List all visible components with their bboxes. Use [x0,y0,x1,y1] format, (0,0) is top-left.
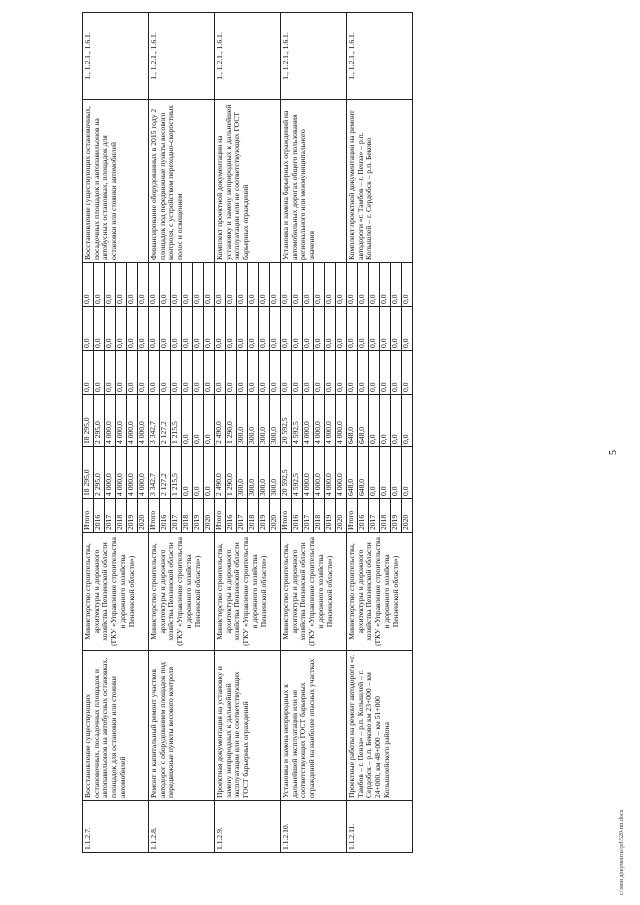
funding-value-cell: 0,0 [204,351,215,395]
funding-value-cell: 0,0 [226,351,237,395]
expected-result: Восстановление существующих остановочных, посадочных площадок и автопавильонов на автобусных остановках, площадок для остановки или стоянки автомобилей [83,100,149,263]
funding-value-cell: 0,0 [105,263,116,307]
funding-value-cell: 0,0 [314,263,325,307]
year-cell: 2020 [270,499,281,533]
funding-value-cell: 0,0 [347,307,358,351]
funding-value-cell: 0,0 [215,351,226,395]
funding-value-cell: 0,0 [292,351,303,395]
funding-value-cell: 0,0 [259,307,270,351]
funding-value-cell: 0,0 [248,351,259,395]
funding-value-cell: 0,0 [215,307,226,351]
funding-value-cell: 0,0 [336,351,347,395]
year-cell: Итого [83,499,94,533]
file-path-footer: c:\мои документы\pd\520-пп.docx [619,809,625,895]
year-cell: Итого [347,499,358,533]
funding-value-cell: 0,0 [391,351,402,395]
funding-value-cell: 0,0 [94,351,105,395]
funding-value-cell: 0,0 [138,307,149,351]
funding-value-cell: 300,0 [248,395,259,447]
year-cell: 2017 [171,499,182,533]
table-row [83,13,94,853]
funding-value-cell: 0,0 [138,351,149,395]
year-cell: 2016 [94,499,105,533]
funding-value-cell: 0,0 [402,395,413,447]
funding-value-cell: 0,0 [380,351,391,395]
funding-value-cell: 0,0 [248,307,259,351]
funding-value-cell: 0,0 [193,307,204,351]
year-cell: 2017 [303,499,314,533]
expected-result: Комплект проектной документации на установку и замену неприродных к дальнейшей эксплуатации или не соответствующих ГОСТ барьерных ограждений [215,100,281,263]
funding-value-cell: 648,0 [347,395,358,447]
funding-value-cell: 0,0 [237,351,248,395]
funding-value-cell: 0,0 [248,263,259,307]
funding-value-cell: 0,0 [116,263,127,307]
indicator-reference: 1., 1.2.1., 1.6.1. [215,13,281,100]
funding-value-cell: 1 215,5 [171,395,182,447]
funding-value-cell: 2 295,0 [94,395,105,447]
funding-value-cell: 0,0 [325,351,336,395]
funding-value-cell: 0,0 [127,263,138,307]
funding-value-cell: 0,0 [160,263,171,307]
measure-executor: Министерство строительства, архитектуры и дорожного хозяйства Пензенской области (ГКУ «Управление строительства и дорожного хозяйства Пензенской области») [83,533,149,651]
funding-value-cell: 4 592,5 [292,447,303,499]
funding-value-cell: 0,0 [105,307,116,351]
funding-value-cell: 0,0 [281,351,292,395]
expected-result: Установка и замена барьерных ограждений на автомобильных дорогах общего пользования регионального или межмуниципального значения [281,100,347,263]
funding-value-cell: 0,0 [193,447,204,499]
indicator-reference: 1., 1.2.1., 1.6.1. [83,13,149,100]
funding-value-cell: 0,0 [182,447,193,499]
measure-name: Проектные работы на ремонт автодороги «г. Тамбов – г. Пенза» – р.п. Колышлей – г. Сердобск – р.п. Беково км 23+000 – км 24+000, км 48+000 – км 51+000 Колышлейского района [347,651,413,801]
funding-value-cell: 4 000,0 [314,447,325,499]
year-cell: 2017 [105,499,116,533]
funding-value-cell: 4 000,0 [105,447,116,499]
funding-value-cell: 0,0 [138,263,149,307]
funding-value-cell: 0,0 [380,447,391,499]
funding-value-cell: 0,0 [94,307,105,351]
funding-value-cell: 4 000,0 [336,447,347,499]
year-cell: 2019 [325,499,336,533]
funding-value-cell: 300,0 [237,395,248,447]
funding-value-cell: 0,0 [369,395,380,447]
funding-value-cell: 0,0 [105,351,116,395]
funding-value-cell: 0,0 [270,351,281,395]
indicator-reference: 1., 1.2.1., 1.6.1. [149,13,215,100]
funding-value-cell: 4 000,0 [105,395,116,447]
measure-name: Ремонт и капитальный ремонт участков автодорог с оборудованием площадок под передвижные пункты весового контроля [149,651,215,801]
funding-value-cell: 0,0 [380,395,391,447]
year-cell: 2017 [369,499,380,533]
funding-value-cell: 0,0 [160,307,171,351]
funding-value-cell: 0,0 [402,351,413,395]
year-cell: 2018 [248,499,259,533]
funding-value-cell: 0,0 [237,263,248,307]
funding-value-cell: 0,0 [171,263,182,307]
indicator-reference: 1., 1.2.1., 1.6.1. [347,13,413,100]
funding-value-cell: 0,0 [303,307,314,351]
funding-value-cell: 0,0 [402,447,413,499]
funding-value-cell: 4 000,0 [127,395,138,447]
year-cell: Итого [215,499,226,533]
funding-value-cell: 0,0 [270,307,281,351]
year-cell: 2018 [182,499,193,533]
funding-value-cell: 300,0 [270,447,281,499]
funding-value-cell: 0,0 [281,307,292,351]
funding-value-cell: 648,0 [347,447,358,499]
funding-value-cell: 1 290,0 [226,447,237,499]
expected-result: Финансирование оборудованных в 2015 году 2 площадок под передвижные пункты весового контроля, с устройством переходно-скоростных полос и освещением [149,100,215,263]
measure-name: Восстановление существующих остановочных, посадочных площадок и автопавильонов на автобусных остановках, площадок для остановки или стоянки автомобилей [83,651,149,801]
funding-value-cell: 1 290,0 [226,395,237,447]
year-cell: 2020 [204,499,215,533]
funding-value-cell: 0,0 [204,395,215,447]
funding-value-cell: 2 127,2 [160,395,171,447]
funding-value-cell: 0,0 [226,307,237,351]
year-cell: 2019 [259,499,270,533]
funding-value-cell: 20 592,5 [281,395,292,447]
funding-value-cell: 300,0 [270,395,281,447]
funding-value-cell: 0,0 [402,307,413,351]
funding-value-cell: 0,0 [259,263,270,307]
funding-value-cell: 4 000,0 [336,395,347,447]
funding-value-cell: 0,0 [303,351,314,395]
funding-value-cell: 0,0 [193,351,204,395]
funding-value-cell: 0,0 [292,307,303,351]
funding-value-cell: 4 000,0 [325,447,336,499]
table-row [215,13,226,853]
funding-value-cell: 0,0 [193,263,204,307]
funding-value-cell: 0,0 [347,263,358,307]
year-cell: 2016 [226,499,237,533]
funding-value-cell: 4 000,0 [138,395,149,447]
funding-value-cell: 3 342,7 [149,447,160,499]
funding-value-cell: 0,0 [369,351,380,395]
measure-number: 1.1.2.7. [83,801,149,853]
funding-value-cell: 4 000,0 [138,447,149,499]
funding-value-cell: 0,0 [369,307,380,351]
year-cell: 2017 [237,499,248,533]
indicator-reference: 1., 1.2.1., 1.6.1. [281,13,347,100]
funding-value-cell: 0,0 [83,351,94,395]
funding-value-cell: 18 295,0 [83,395,94,447]
funding-value-cell: 4 000,0 [303,447,314,499]
expected-result: Комплект проектной документации на ремонт автодороги «г. Тамбов – г. Пенза» – р.п. Колышлей – г. Сердобск – р.п. Беково [347,100,413,263]
year-cell: 2016 [292,499,303,533]
year-cell: 2019 [127,499,138,533]
funding-value-cell: 2 490,0 [215,447,226,499]
funding-value-cell: 0,0 [336,307,347,351]
measure-number: 1.1.2.11. [347,801,413,853]
funding-value-cell: 0,0 [215,263,226,307]
funding-value-cell: 0,0 [160,351,171,395]
funding-value-cell: 3 342,7 [149,395,160,447]
funding-value-cell: 20 592,5 [281,447,292,499]
year-cell: 2016 [160,499,171,533]
funding-value-cell: 0,0 [347,351,358,395]
funding-value-cell: 0,0 [402,263,413,307]
funding-value-cell: 0,0 [83,307,94,351]
funding-value-cell: 4 000,0 [116,395,127,447]
funding-value-cell: 0,0 [94,263,105,307]
funding-value-cell: 0,0 [270,263,281,307]
year-cell: 2018 [314,499,325,533]
funding-value-cell: 0,0 [149,351,160,395]
funding-value-cell: 4 000,0 [325,395,336,447]
funding-value-cell: 0,0 [226,263,237,307]
year-cell: 2016 [358,499,369,533]
measure-name: Проектная документация на установку и замену неприродных к дальнейшей эксплуатации или не соответствующих ГОСТ барьерных ограждений [215,651,281,801]
measure-number: 1.1.2.9. [215,801,281,853]
funding-value-cell: 0,0 [369,447,380,499]
year-cell: 2020 [336,499,347,533]
funding-value-cell: 0,0 [380,307,391,351]
funding-value-cell: 0,0 [116,351,127,395]
year-cell: 2018 [380,499,391,533]
measure-executor: Министерство строительства, архитектуры и дорожного хозяйства Пензенской области (ГКУ «Управление строительства и дорожного хозяйства Пензенской области») [347,533,413,651]
funding-value-cell: 0,0 [127,307,138,351]
funding-value-cell: 0,0 [171,307,182,351]
funding-value-cell: 648,0 [358,447,369,499]
funding-value-cell: 300,0 [248,447,259,499]
funding-value-cell: 0,0 [325,263,336,307]
funding-value-cell: 648,0 [358,395,369,447]
funding-value-cell: 0,0 [83,263,94,307]
year-cell: 2020 [402,499,413,533]
measure-number: 1.1.2.8. [149,801,215,853]
year-cell: 2018 [116,499,127,533]
table-row [281,13,292,853]
funding-value-cell: 1 215,5 [171,447,182,499]
funding-value-cell: 4 000,0 [303,395,314,447]
funding-value-cell: 0,0 [391,447,402,499]
measure-name: Установка и замена неприродных к дальнейшей эксплуатации или не соответствующих ГОСТ барьерных ограждений на наиболее опасных участках [281,651,347,801]
table-body [83,13,413,853]
funding-value-cell: 0,0 [182,263,193,307]
funding-value-cell: 0,0 [116,307,127,351]
funding-value-cell: 0,0 [237,307,248,351]
funding-value-cell: 0,0 [171,351,182,395]
funding-value-cell: 0,0 [292,263,303,307]
program-measures-table [82,12,413,853]
year-cell: Итого [281,499,292,533]
funding-value-cell: 18 295,0 [83,447,94,499]
measure-executor: Министерство строительства, архитектуры и дорожного хозяйства Пензенской области (ГКУ «Управление строительства и дорожного хозяйства Пензенской области») [215,533,281,651]
funding-value-cell: 0,0 [325,307,336,351]
funding-value-cell: 4 000,0 [127,447,138,499]
funding-value-cell: 2 127,2 [160,447,171,499]
funding-value-cell: 0,0 [358,307,369,351]
funding-value-cell: 0,0 [204,307,215,351]
funding-value-cell: 4 000,0 [314,395,325,447]
funding-value-cell: 0,0 [204,447,215,499]
funding-value-cell: 300,0 [237,447,248,499]
funding-value-cell: 0,0 [182,351,193,395]
year-cell: 2020 [138,499,149,533]
funding-value-cell: 0,0 [380,263,391,307]
funding-value-cell: 0,0 [369,263,380,307]
funding-value-cell: 0,0 [204,263,215,307]
funding-value-cell: 0,0 [149,307,160,351]
year-cell: 2019 [391,499,402,533]
funding-value-cell: 4 000,0 [116,447,127,499]
year-cell: Итого [149,499,160,533]
funding-value-cell: 0,0 [182,395,193,447]
table-row [149,13,160,853]
funding-value-cell: 300,0 [259,395,270,447]
measure-number: 1.1.2.10. [281,801,347,853]
funding-value-cell: 4 592,5 [292,395,303,447]
funding-value-cell: 0,0 [127,351,138,395]
funding-value-cell: 2 490,0 [215,395,226,447]
funding-value-cell: 0,0 [182,307,193,351]
funding-value-cell: 0,0 [259,351,270,395]
funding-value-cell: 2 295,0 [94,447,105,499]
year-cell: 2019 [193,499,204,533]
page-number: 5 [608,450,619,455]
funding-value-cell: 0,0 [336,263,347,307]
measure-executor: Министерство строительства, архитектуры и дорожного хозяйства Пензенской области (ГКУ «Управление строительства и дорожного хозяйства Пензенской области») [281,533,347,651]
funding-value-cell: 0,0 [149,263,160,307]
funding-value-cell: 0,0 [314,351,325,395]
funding-value-cell: 0,0 [391,263,402,307]
funding-value-cell: 0,0 [391,395,402,447]
table-row [347,13,358,853]
funding-value-cell: 300,0 [259,447,270,499]
funding-value-cell: 0,0 [314,307,325,351]
funding-value-cell: 0,0 [281,263,292,307]
funding-value-cell: 0,0 [391,307,402,351]
funding-value-cell: 0,0 [193,395,204,447]
measure-executor: Министерство строительства, архитектуры и дорожного хозяйства Пензенской области (ГКУ «Управление строительства и дорожного хозяйства Пензенской области») [149,533,215,651]
funding-value-cell: 0,0 [358,351,369,395]
funding-value-cell: 0,0 [303,263,314,307]
funding-value-cell: 0,0 [358,263,369,307]
